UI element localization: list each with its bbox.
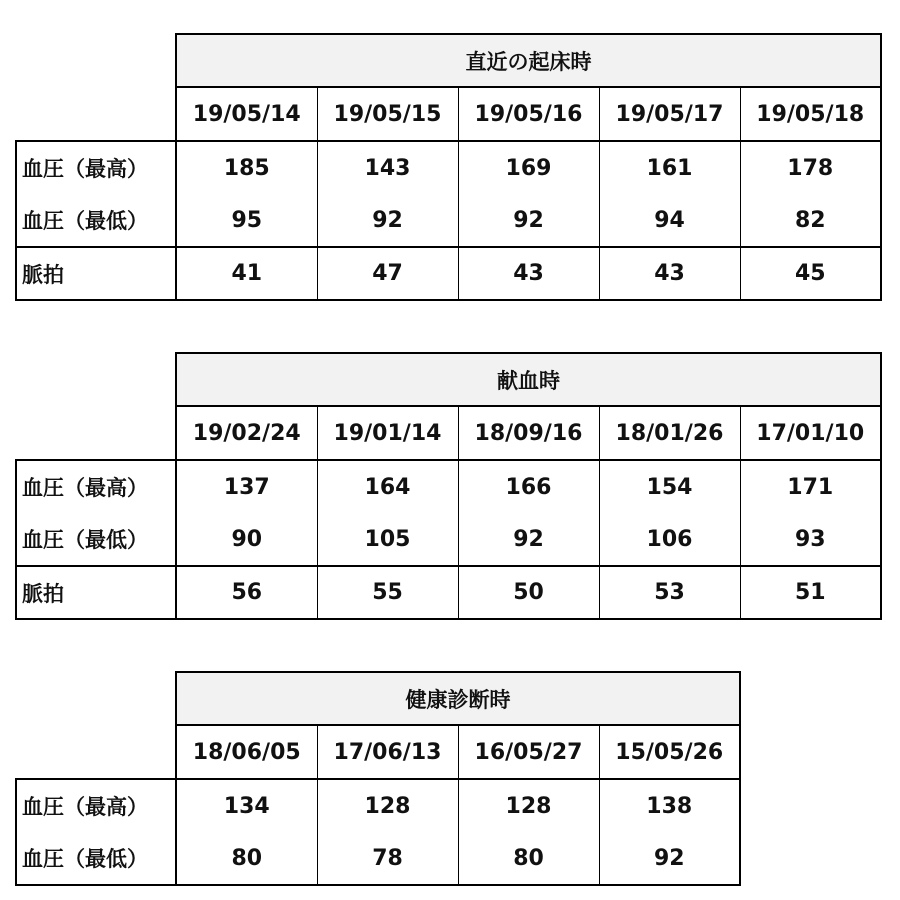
cell-value: 143	[317, 141, 458, 194]
cell-value: 82	[740, 194, 881, 247]
cell-value: 93	[740, 513, 881, 566]
cell-value: 164	[317, 460, 458, 513]
cell-value: 105	[317, 513, 458, 566]
cell-value: 185	[176, 141, 317, 194]
date-header: 18/06/05	[176, 725, 317, 779]
cell-value: 45	[740, 247, 881, 300]
corner-blank	[16, 34, 176, 87]
cell-value: 94	[599, 194, 740, 247]
cell-value: 92	[317, 194, 458, 247]
cell-value: 169	[458, 141, 599, 194]
cell-value: 80	[176, 832, 317, 885]
date-header: 19/01/14	[317, 406, 458, 460]
table-row	[16, 832, 740, 885]
table-title: 健康診断時	[176, 672, 740, 725]
date-header: 17/01/10	[740, 406, 881, 460]
table-title: 献血時	[176, 353, 881, 406]
row-label: 血圧（最高）	[16, 141, 176, 194]
date-header: 19/05/17	[599, 87, 740, 141]
table-row	[16, 513, 881, 566]
cell-value: 138	[599, 779, 740, 832]
cell-value: 134	[176, 779, 317, 832]
date-header: 19/02/24	[176, 406, 317, 460]
cell-value: 92	[458, 194, 599, 247]
cell-value: 56	[176, 566, 317, 619]
row-label: 血圧（最低）	[16, 832, 176, 885]
cell-value: 80	[458, 832, 599, 885]
row-label: 血圧（最低）	[16, 513, 176, 566]
corner-blank	[16, 672, 176, 725]
table-title: 直近の起床時	[176, 34, 881, 87]
health-checkup-table	[15, 671, 741, 886]
corner-blank	[16, 87, 176, 141]
cell-value: 55	[317, 566, 458, 619]
table-row	[16, 194, 881, 247]
cell-value: 92	[458, 513, 599, 566]
cell-value: 90	[176, 513, 317, 566]
row-label: 脈拍	[16, 566, 176, 619]
cell-value: 154	[599, 460, 740, 513]
row-label: 脈拍	[16, 247, 176, 300]
cell-value: 53	[599, 566, 740, 619]
wakeup-table	[15, 33, 882, 301]
row-label: 血圧（最低）	[16, 194, 176, 247]
cell-value: 51	[740, 566, 881, 619]
cell-value: 106	[599, 513, 740, 566]
date-header: 18/01/26	[599, 406, 740, 460]
corner-blank	[16, 406, 176, 460]
row-label: 血圧（最高）	[16, 460, 176, 513]
date-header: 19/05/18	[740, 87, 881, 141]
cell-value: 43	[458, 247, 599, 300]
table-row	[16, 779, 740, 832]
table-row	[16, 141, 881, 194]
table-row	[16, 247, 881, 300]
table-row	[16, 566, 881, 619]
date-header: 19/05/15	[317, 87, 458, 141]
cell-value: 128	[317, 779, 458, 832]
cell-value: 43	[599, 247, 740, 300]
corner-blank	[16, 353, 176, 406]
cell-value: 47	[317, 247, 458, 300]
date-header: 19/05/14	[176, 87, 317, 141]
corner-blank	[16, 725, 176, 779]
cell-value: 137	[176, 460, 317, 513]
cell-value: 78	[317, 832, 458, 885]
date-header: 19/05/16	[458, 87, 599, 141]
cell-value: 178	[740, 141, 881, 194]
date-header: 18/09/16	[458, 406, 599, 460]
blood-donation-table	[15, 352, 882, 620]
table-row	[16, 460, 881, 513]
cell-value: 50	[458, 566, 599, 619]
date-header: 15/05/26	[599, 725, 740, 779]
cell-value: 161	[599, 141, 740, 194]
cell-value: 171	[740, 460, 881, 513]
row-label: 血圧（最高）	[16, 779, 176, 832]
cell-value: 41	[176, 247, 317, 300]
cell-value: 92	[599, 832, 740, 885]
cell-value: 95	[176, 194, 317, 247]
date-header: 16/05/27	[458, 725, 599, 779]
date-header: 17/06/13	[317, 725, 458, 779]
cell-value: 166	[458, 460, 599, 513]
cell-value: 128	[458, 779, 599, 832]
